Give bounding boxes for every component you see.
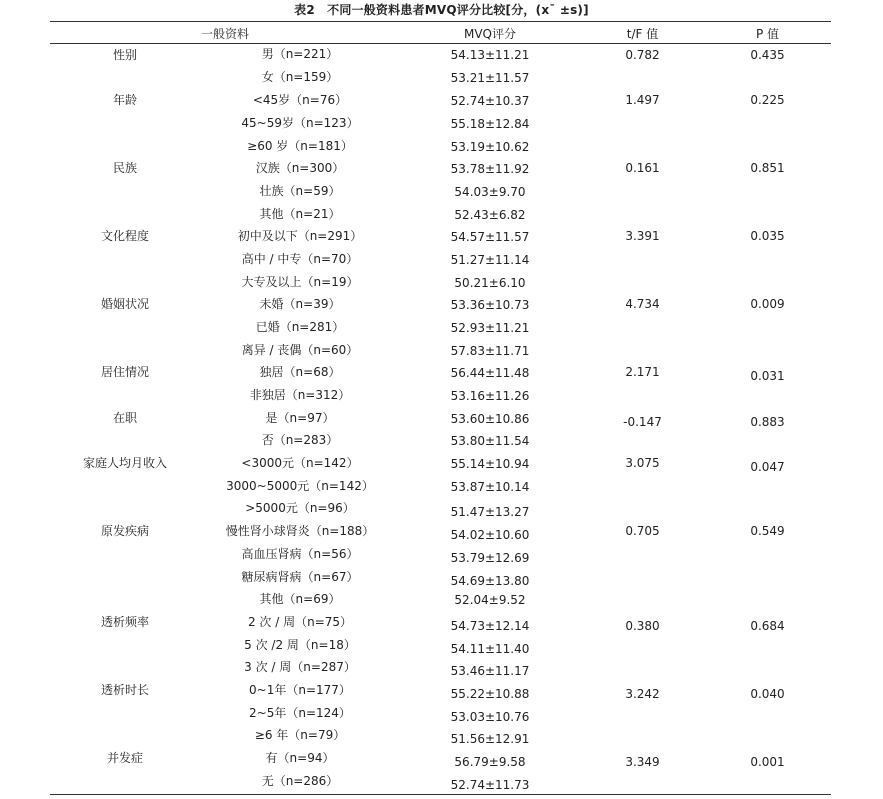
p-value: 0.001 [750,755,785,769]
subgroup-label: 女（n=159） [261,70,339,84]
subgroup-label: ≥60 岁（n=181） [247,139,353,153]
subgroup-label: 有（n=94） [265,751,335,765]
p-value: 0.883 [750,415,785,429]
subgroup-label: 是（n=97） [265,411,335,425]
group-label: 在职 [112,411,137,425]
mvq-score: 57.83±11.71 [450,344,530,358]
group-label: 性别 [112,48,137,62]
group-label: 透析频率 [100,615,149,629]
mvq-score: 53.80±11.54 [450,434,530,448]
subgroup-label: 高血压肾病（n=56） [241,547,359,561]
group-label: 年龄 [112,93,137,107]
group-label: 文化程度 [100,229,149,243]
group-label: 民族 [112,161,137,175]
subgroup-label: 高中 / 中专（n=70） [241,252,359,266]
header-rule [50,43,831,44]
subgroup-label: 未婚（n=39） [259,297,341,311]
subgroup-label: 离异 / 丧偶（n=60） [241,343,359,357]
group-label: 家庭人均月收入 [82,456,167,470]
subgroup-label: 壮族（n=59） [259,184,341,198]
subgroup-label: 汉族（n=300） [255,161,345,175]
subgroup-label: 2 次 / 周（n=75） [247,615,353,629]
mvq-score: 52.74±10.37 [450,94,530,108]
p-value: 0.549 [750,524,785,538]
t-value: 3.349 [625,755,660,769]
mvq-score: 53.36±10.73 [450,298,530,312]
subgroup-label: <45岁（n=76） [252,93,348,107]
mvq-score: 53.79±12.69 [450,551,530,565]
header-mvq-score: MVQ评分 [463,27,516,41]
subgroup-label: 3000~5000元（n=142） [226,479,374,493]
group-label: 婚姻状况 [100,297,149,311]
t-value: -0.147 [623,415,662,429]
mvq-score: 53.87±10.14 [450,480,530,494]
mvq-score: 55.22±10.88 [450,687,530,701]
header-p-value: P 值 [755,27,780,41]
mvq-score: 55.14±10.94 [450,457,530,471]
group-label: 原发疾病 [100,524,149,538]
mvq-score: 53.60±10.86 [450,412,530,426]
header-general-info: 一般资料 [200,27,249,41]
subgroup-label: 男（n=221） [261,47,339,61]
t-value: 3.075 [625,456,660,470]
mvq-score: 50.21±6.10 [454,276,526,290]
subgroup-label: 其他（n=69） [259,592,341,606]
subgroup-label: 慢性肾小球肾炎（n=188） [225,524,375,538]
bottom-rule [50,794,831,795]
t-value: 4.734 [625,297,660,311]
mvq-score: 54.02±10.60 [450,528,530,542]
mvq-score: 52.43±6.82 [454,208,526,222]
subgroup-label: 无（n=286） [261,774,339,788]
p-value: 0.851 [750,161,785,175]
p-value: 0.009 [750,297,785,311]
p-value: 0.035 [750,229,785,243]
mvq-score: 51.27±11.14 [450,253,530,267]
t-value: 2.171 [625,365,660,379]
p-value: 0.040 [750,687,785,701]
subgroup-label: 3 次 / 周（n=287） [244,660,356,674]
subgroup-label: 初中及以下（n=291） [237,229,363,243]
subgroup-label: 否（n=283） [261,433,339,447]
subgroup-label: 非独居（n=312） [249,388,351,402]
subgroup-label: 独居（n=68） [259,365,341,379]
p-value: 0.031 [750,369,785,383]
t-value: 0.161 [625,161,660,175]
mvq-score: 51.47±13.27 [450,505,530,519]
mvq-score: 53.03±10.76 [450,710,530,724]
subgroup-label: <3000元（n=142） [241,456,359,470]
mvq-score: 56.79±9.58 [454,755,526,769]
mvq-score: 52.93±11.21 [450,321,530,335]
mvq-score: 54.11±11.40 [450,642,530,656]
mvq-score: 51.56±12.91 [450,732,530,746]
mvq-score: 53.46±11.17 [450,664,530,678]
p-value: 0.435 [750,48,785,62]
p-value: 0.684 [750,619,785,633]
subgroup-label: 已婚（n=281） [255,320,345,334]
mvq-score: 54.73±12.14 [450,619,530,633]
subgroup-label: 45~59岁（n=123） [241,116,359,130]
mvq-score: 55.18±12.84 [450,117,530,131]
mvq-score: 53.16±11.26 [450,389,530,403]
t-value: 3.391 [625,229,660,243]
mvq-score: 54.57±11.57 [450,230,530,244]
t-value: 0.705 [625,524,660,538]
subgroup-label: 0~1年（n=177） [249,683,351,697]
subgroup-label: >5000元（n=96） [245,501,355,515]
top-rule [50,21,831,22]
subgroup-label: 糖尿病肾病（n=67） [241,570,359,584]
subgroup-label: 大专及以上（n=19） [241,275,359,289]
mvq-score: 53.21±11.57 [450,71,530,85]
t-value: 1.497 [625,93,660,107]
table-caption: 表2 不同一般资料患者MVQ评分比较[分，(x¯ ±s)] [294,3,589,17]
mvq-score: 53.78±11.92 [450,162,530,176]
group-label: 并发症 [106,751,143,765]
p-value: 0.225 [750,93,785,107]
mvq-score: 53.19±10.62 [450,140,530,154]
mvq-score: 52.04±9.52 [454,593,526,607]
mvq-score: 54.03±9.70 [454,185,526,199]
t-value: 3.242 [625,687,660,701]
group-label: 透析时长 [100,683,149,697]
header-t-f-value: t/F 值 [626,27,659,41]
subgroup-label: 其他（n=21） [259,207,341,221]
t-value: 0.380 [625,619,660,633]
p-value: 0.047 [750,460,785,474]
mvq-score: 52.74±11.73 [450,778,530,792]
subgroup-label: ≥6 年（n=79） [254,728,346,742]
mvq-score: 54.13±11.21 [450,48,530,62]
subgroup-label: 2~5年（n=124） [249,706,351,720]
t-value: 0.782 [625,48,660,62]
subgroup-label: 5 次 /2 周（n=18） [244,638,356,652]
group-label: 居住情况 [100,365,149,379]
mvq-score: 54.69±13.80 [450,574,530,588]
mvq-score: 56.44±11.48 [450,366,530,380]
